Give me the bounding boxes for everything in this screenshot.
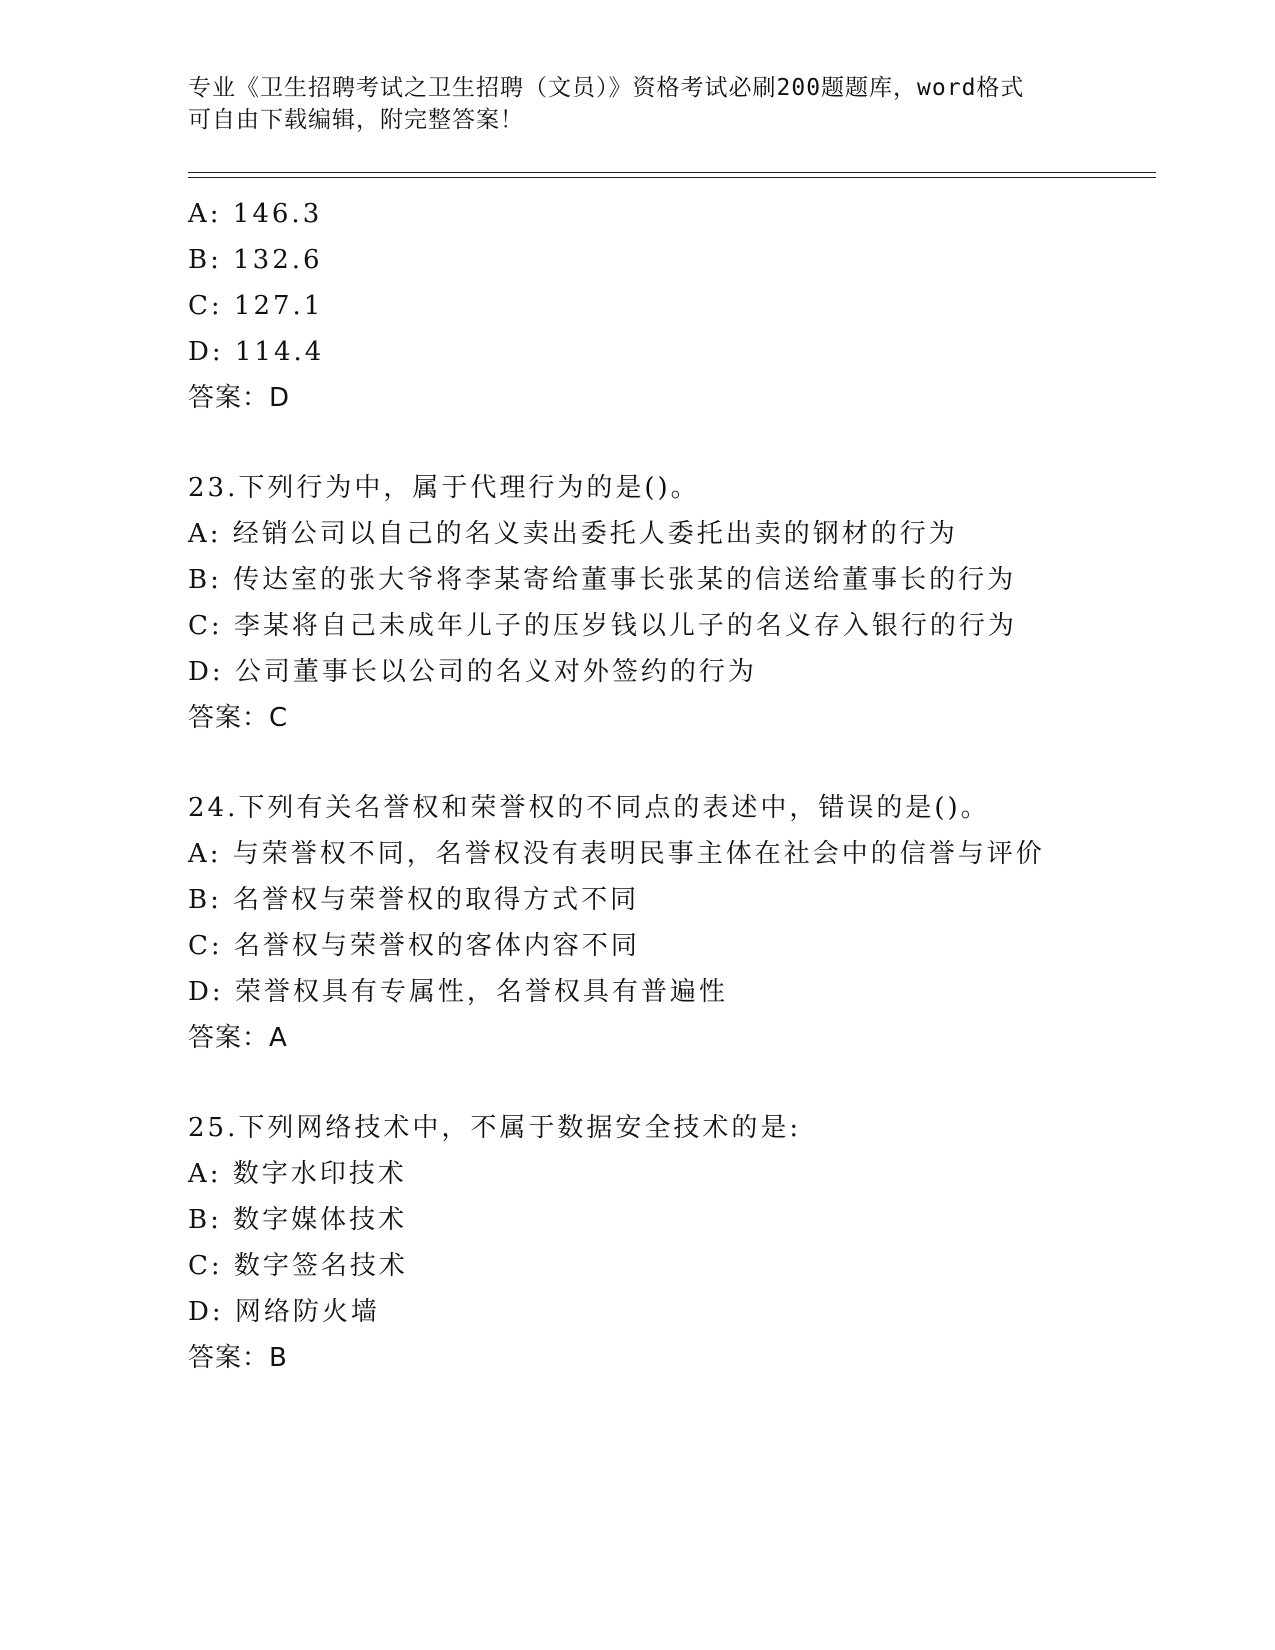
- answer-line: 答案：B: [188, 1343, 288, 1373]
- question-block-23: [188, 468, 1148, 744]
- option-a: A: 与荣誉权不同，名誉权没有表明民事主体在社会中的信誉与评价: [188, 839, 1045, 869]
- option-a: A: 经销公司以自己的名义卖出委托人委托出卖的钢材的行为: [188, 519, 958, 549]
- question-stem: 24.下列有关名誉权和荣誉权的不同点的表述中，错误的是()。: [188, 793, 990, 823]
- question-stem: 25.下列网络技术中，不属于数据安全技术的是:: [188, 1113, 802, 1143]
- option-d: D: 公司董事长以公司的名义对外签约的行为: [188, 657, 757, 687]
- question-block-24: [188, 788, 1148, 1064]
- option-d: D: 114.4: [188, 337, 325, 367]
- option-a: A: 数字水印技术: [188, 1159, 407, 1189]
- answer-line: 答案：D: [188, 383, 291, 413]
- option-a: A: 146.3: [188, 199, 323, 229]
- header-line-2: 可自由下载编辑，附完整答案！: [188, 107, 524, 133]
- option-b: B: 传达室的张大爷将李某寄给董事长张某的信送给董事长的行为: [188, 565, 1017, 595]
- answer-line: 答案：C: [188, 703, 289, 733]
- header-line-1: 专业《卫生招聘考试之卫生招聘（文员）》资格考试必刷200题题库，word格式: [188, 75, 1025, 101]
- option-d: D: 网络防火墙: [188, 1297, 380, 1327]
- option-c: C: 名誉权与荣誉权的客体内容不同: [188, 931, 640, 961]
- option-b: B: 数字媒体技术: [188, 1205, 408, 1235]
- question-list: [188, 194, 1148, 1384]
- option-c: C: 127.1: [188, 291, 324, 321]
- option-c: C: 数字签名技术: [188, 1251, 408, 1281]
- header-divider-top: [188, 172, 1156, 173]
- option-b: B: 名誉权与荣誉权的取得方式不同: [188, 885, 640, 915]
- option-c: C: 李某将自己未成年儿子的压岁钱以儿子的名义存入银行的行为: [188, 611, 1017, 641]
- option-b: B: 132.6: [188, 245, 323, 275]
- spacer: [188, 424, 1148, 468]
- question-block-25: [188, 1108, 1148, 1384]
- question-stem: 23.下列行为中，属于代理行为的是()。: [188, 473, 700, 503]
- answer-line: 答案：A: [188, 1023, 288, 1053]
- option-d: D: 荣誉权具有专属性，名誉权具有普遍性: [188, 977, 728, 1007]
- spacer: [188, 744, 1148, 788]
- spacer: [188, 1064, 1148, 1108]
- question-block-prev: [188, 194, 1148, 424]
- header-divider-bottom: [188, 177, 1156, 178]
- document-header: [188, 72, 1088, 136]
